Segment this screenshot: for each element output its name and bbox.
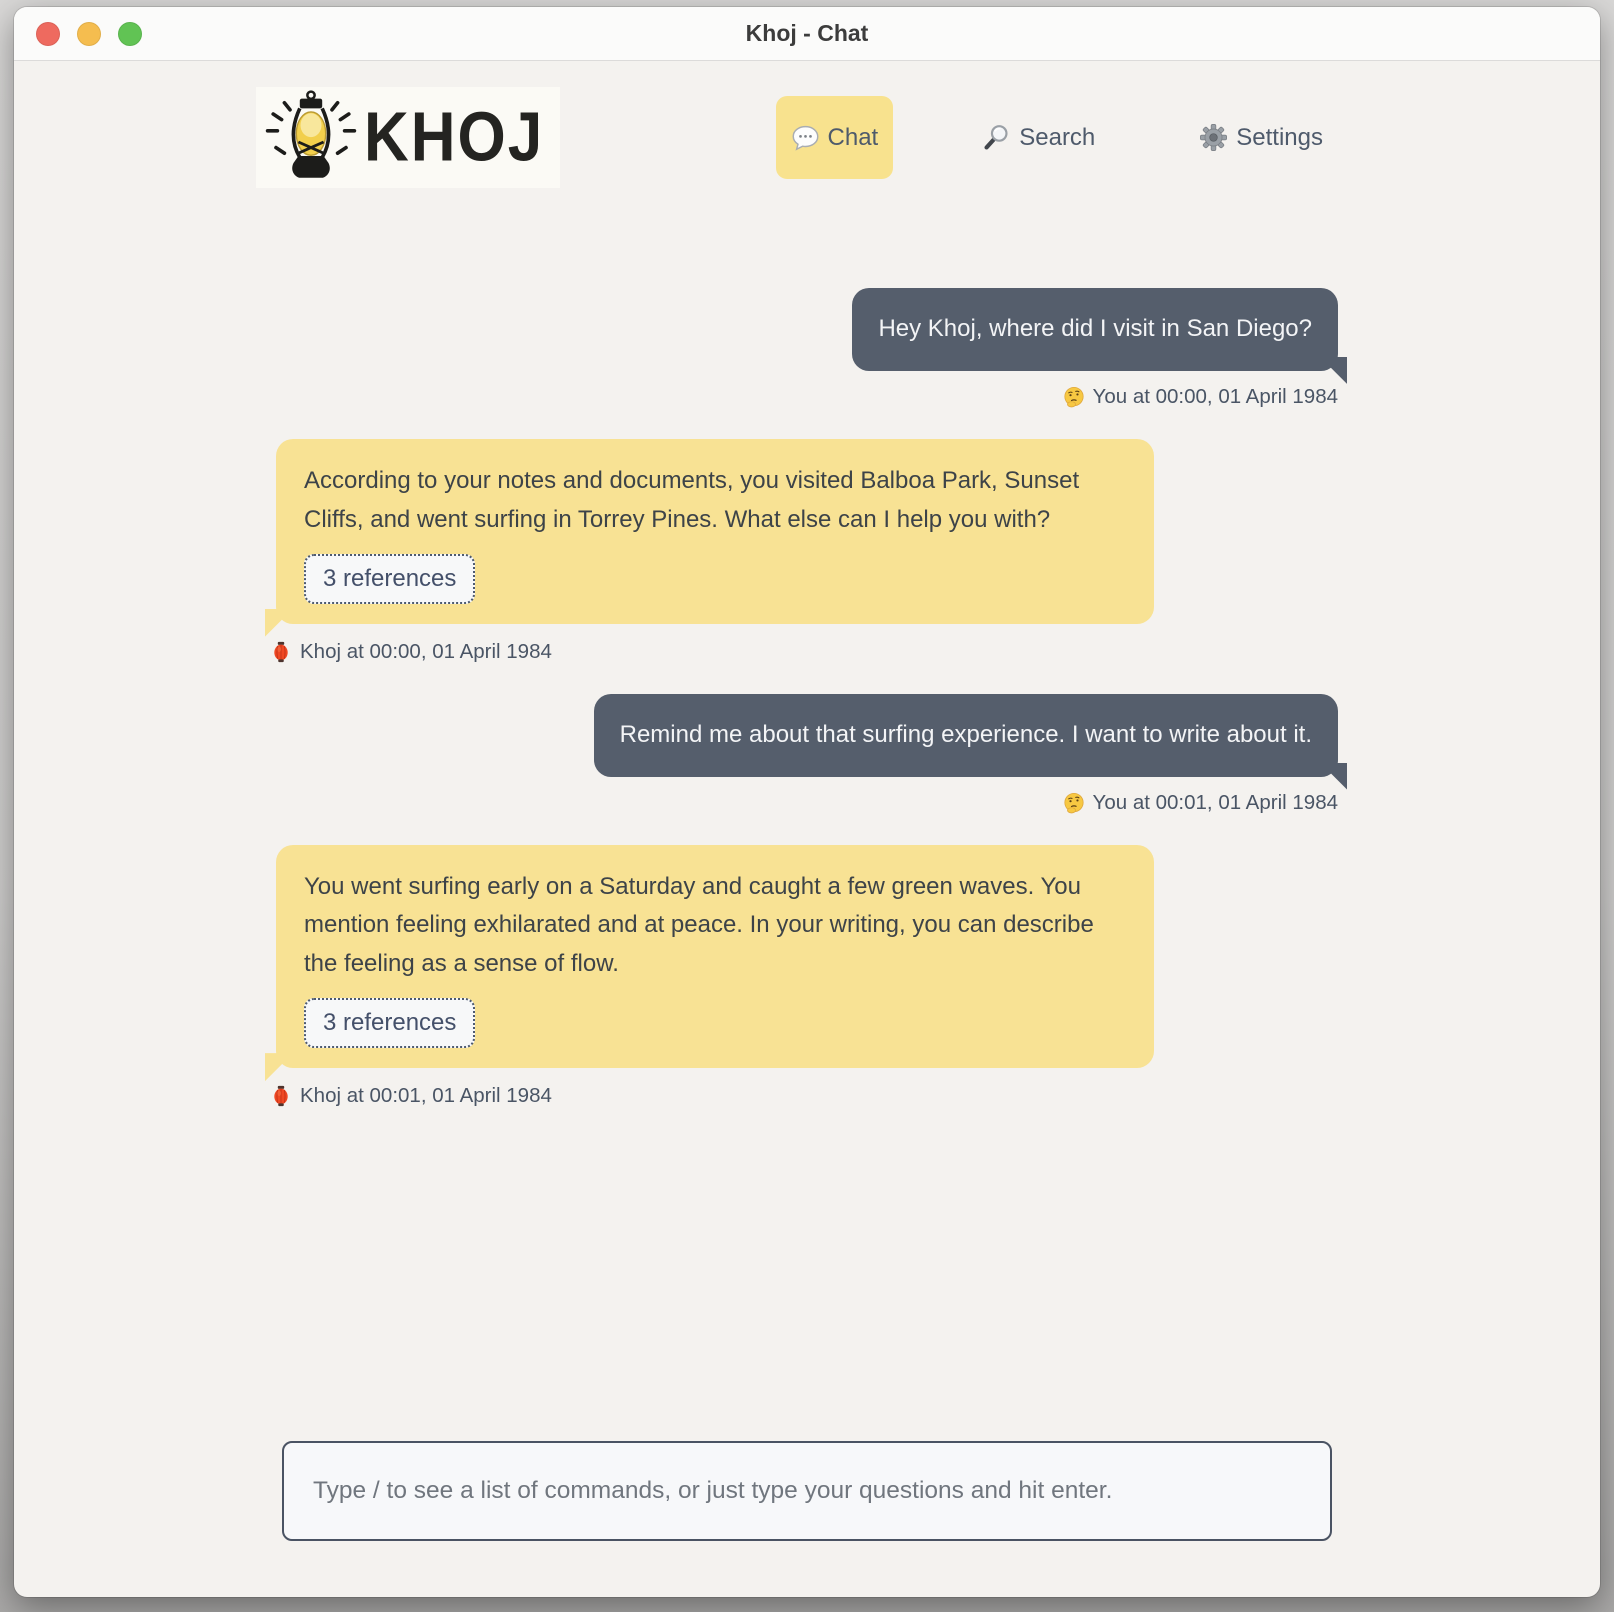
window-titlebar[interactable] bbox=[14, 7, 1600, 61]
message-bubble bbox=[276, 845, 1154, 1069]
traffic-lights bbox=[36, 22, 142, 46]
main-nav bbox=[776, 96, 1338, 179]
zoom-window-icon[interactable] bbox=[118, 22, 142, 46]
references-button[interactable]: 3 references bbox=[304, 998, 475, 1048]
chat-message-khoj bbox=[276, 439, 1338, 664]
nav-tab-search-label: Search bbox=[1019, 123, 1096, 151]
minimize-window-icon[interactable] bbox=[77, 22, 101, 46]
message-meta-text: Khoj at 00:01, 01 April 1984 bbox=[300, 1084, 552, 1108]
message-text: You went surfing early on a Saturday and caught a few green waves. You mention feeling exhilarated and at peace. In your writing, you can describe the feeling as a sense of flow. bbox=[304, 872, 1094, 978]
red-lantern-icon bbox=[270, 641, 292, 663]
message-bubble: Hey Khoj, where did I visit in San Diego? bbox=[852, 288, 1338, 371]
message-bubble bbox=[276, 439, 1154, 624]
thinking-face-icon bbox=[1063, 386, 1085, 408]
chat-message-you bbox=[276, 288, 1338, 409]
chat-input-container bbox=[282, 1441, 1332, 1541]
message-meta-text: You at 00:00, 01 April 1984 bbox=[1092, 384, 1338, 408]
message-meta-text: Khoj at 00:00, 01 April 1984 bbox=[300, 639, 552, 663]
message-meta bbox=[270, 1084, 552, 1108]
magnifier-icon bbox=[982, 123, 1011, 152]
close-window-icon[interactable] bbox=[36, 22, 60, 46]
window-title: Khoj - Chat bbox=[745, 20, 869, 46]
lantern-logo-icon bbox=[262, 89, 360, 186]
message-meta-text: You at 00:01, 01 April 1984 bbox=[1092, 790, 1338, 814]
app-header bbox=[256, 61, 1338, 188]
thinking-face-icon bbox=[1063, 792, 1085, 814]
khoj-logo bbox=[256, 87, 560, 188]
red-lantern-icon bbox=[270, 1085, 292, 1107]
chat-message-khoj bbox=[276, 845, 1338, 1109]
message-text: According to your notes and documents, you visited Balboa Park, Sunset Cliffs, and went surfing in Torrey Pines. What else can I help you with? bbox=[304, 466, 1080, 533]
message-meta bbox=[270, 640, 552, 664]
nav-tab-settings[interactable] bbox=[1184, 96, 1338, 179]
nav-tab-chat[interactable] bbox=[776, 96, 894, 179]
nav-tab-search[interactable] bbox=[967, 96, 1110, 179]
message-meta bbox=[1063, 791, 1338, 815]
nav-tab-chat-label: Chat bbox=[827, 123, 879, 151]
chat-message-list bbox=[276, 288, 1338, 1108]
app-window bbox=[14, 7, 1600, 1597]
chat-message-you bbox=[276, 694, 1338, 815]
logo-wordmark: KHOJ bbox=[364, 98, 545, 176]
references-button[interactable]: 3 references bbox=[304, 554, 475, 604]
main-content bbox=[14, 61, 1600, 1597]
message-meta bbox=[1063, 385, 1338, 409]
nav-tab-settings-label: Settings bbox=[1236, 123, 1323, 151]
message-bubble: Remind me about that surfing experience. I want to write about it. bbox=[594, 694, 1338, 777]
speech-balloon-icon bbox=[791, 123, 820, 152]
chat-input[interactable] bbox=[284, 1443, 1330, 1539]
gear-icon bbox=[1199, 123, 1228, 152]
